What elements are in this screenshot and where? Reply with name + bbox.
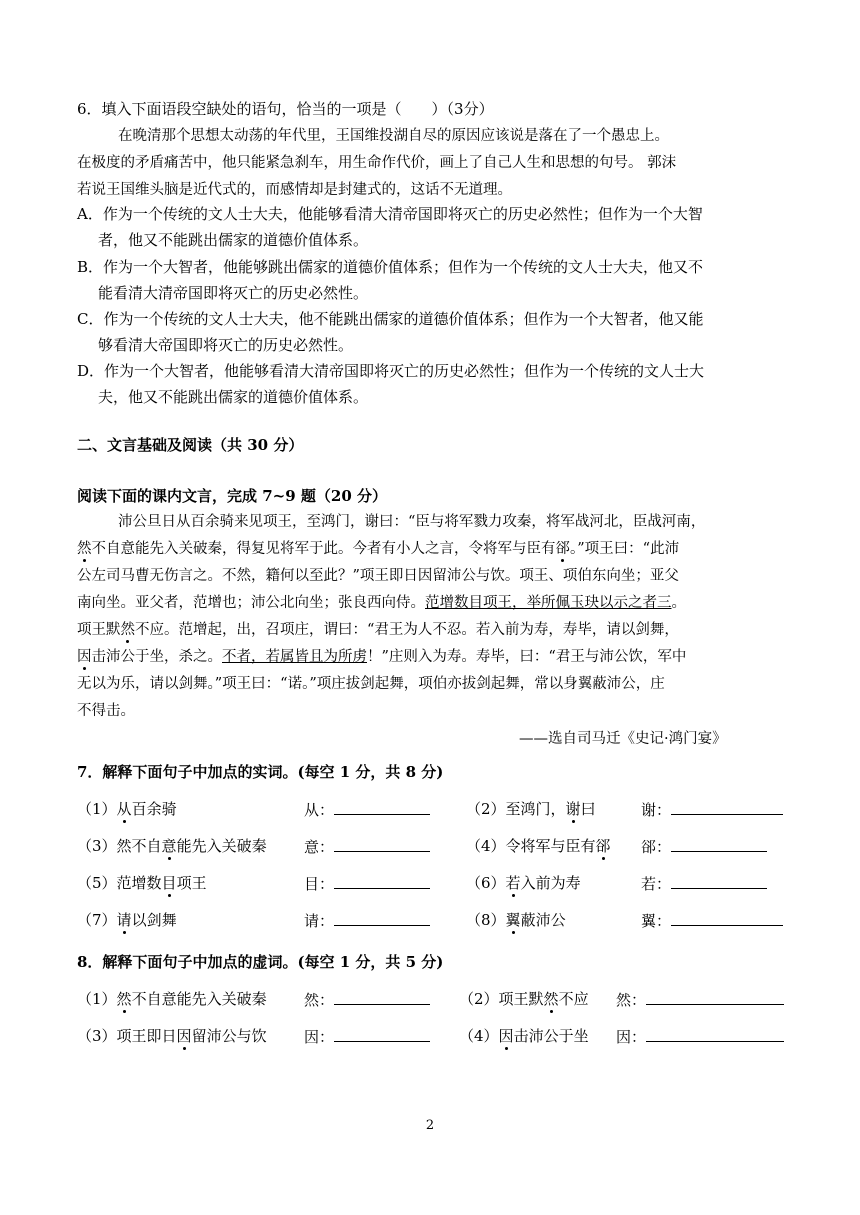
- q8-item-4: （4）因击沛公于坐: [459, 1027, 589, 1045]
- answer-blank[interactable]: [646, 989, 784, 1005]
- q8-answer-1: 然：: [304, 989, 430, 1010]
- q7-item-1: （1）从百余骑: [77, 800, 177, 818]
- q7-answer-6: 若：: [641, 873, 767, 894]
- passage-line: 因击沛公于坐，杀之。不者，若属皆且为所虏！”庄则入为寿。寿毕，曰：“君王与沛公饮，军中: [77, 649, 687, 665]
- q8-answer-4: 因：: [616, 1026, 784, 1047]
- dotted-char: 郤: [555, 541, 570, 557]
- q7-answer-2: 谢：: [641, 799, 783, 820]
- q7-answer-1: 从：: [304, 799, 430, 820]
- dotted-char: 然: [77, 541, 92, 557]
- q6-option-a-cont: 者，他又不能跳出儒家的道德价值体系。: [98, 231, 369, 249]
- q6-passage-line: 在晚清那个思想太动荡的年代里，王国维投湖自尽的原因应该说是落在了一个愚忠上。: [118, 128, 669, 144]
- q7-item-6: （6）若入前为寿: [466, 874, 581, 892]
- q7-answer-3: 意：: [304, 836, 430, 857]
- answer-blank[interactable]: [671, 910, 783, 926]
- dotted-char: 然: [120, 622, 135, 638]
- underlined-sentence: 范增数目项王，举所佩玉玦以示之者三: [425, 595, 672, 611]
- q7-item-7: （7）请以剑舞: [77, 911, 177, 929]
- answer-blank[interactable]: [671, 836, 767, 852]
- section-title: 二、文言基础及阅读（共 30 分）: [77, 436, 304, 454]
- q6-passage-line: 在极度的矛盾痛苦中，他只能紧急刹车，用生命作代价，画上了自己人生和思想的句号。 郭沫: [77, 155, 677, 171]
- answer-blank[interactable]: [334, 910, 430, 926]
- answer-blank[interactable]: [334, 989, 430, 1005]
- q8-title: 8．解释下面句子中加点的虚词。(每空 1 分，共 5 分): [77, 953, 444, 971]
- passage-line: 项王默然不应。范增起，出，召项庄，谓曰：“君王为人不忍。若入前为寿，寿毕，请以剑舞，: [77, 622, 679, 638]
- passage-line: 然不自意能先入关破秦，得复见将军于此。今者有小人之言，令将军与臣有郤。”项王曰：“此沛: [77, 541, 680, 557]
- passage-line: 不得击。: [77, 703, 135, 719]
- q6-option-a: A．作为一个传统的文人士大夫，他能够看清大清帝国即将灭亡的历史必然性；但作为一个大智: [77, 205, 703, 223]
- q7-title: 7．解释下面句子中加点的实词。(每空 1 分，共 8 分): [77, 763, 444, 781]
- underlined-sentence: 不者，若属皆且为所虏: [222, 649, 367, 665]
- passage-source: ——选自司马迁《史记·鸿门宴》: [519, 731, 727, 747]
- q7-answer-5: 目：: [304, 873, 430, 894]
- answer-blank[interactable]: [334, 1026, 430, 1042]
- answer-blank[interactable]: [334, 836, 430, 852]
- q6-stem: 6．填入下面语段空缺处的语句，恰当的一项是（ ）（3分）: [77, 100, 494, 118]
- q6-option-d: D．作为一个大智者，他能够看清大清帝国即将灭亡的历史必然性；但作为一个传统的文人士大: [77, 362, 705, 380]
- passage-line: 公左司马曹无伤言之。不然，籍何以至此？”项王即日因留沛公与饮。项王、项伯东向坐；亚父: [77, 568, 679, 584]
- q8-item-3: （3）项王即日因留沛公与饮: [77, 1027, 267, 1045]
- q6-passage-line: 若说王国维头脑是近代式的，而感情却是封建式的，这话不无道理。: [77, 182, 512, 198]
- q6-option-b-cont: 能看清大清帝国即将灭亡的历史必然性。: [98, 284, 369, 302]
- q7-answer-7: 请：: [304, 910, 430, 931]
- q7-item-3: （3）然不自意能先入关破秦: [77, 837, 267, 855]
- passage-line: 南向坐。亚父者，范增也；沛公北向坐；张良西向侍。范增数目项王，举所佩玉玦以示之者三。: [77, 595, 686, 611]
- passage-line: 沛公旦日从百余骑来见项王，至鸿门，谢曰：“臣与将军戮力攻秦，将军战河北，臣战河南，: [118, 514, 706, 530]
- passage-line: 无以为乐，请以剑舞。”项王曰：“诺。”项庄拔剑起舞，项伯亦拔剑起舞，常以身翼蔽沛公，庄: [77, 676, 665, 692]
- q6-option-c: C．作为一个传统的文人士大夫，他不能跳出儒家的道德价值体系；但作为一个大智者，他又能: [77, 310, 704, 328]
- answer-blank[interactable]: [671, 799, 783, 815]
- q8-answer-2: 然：: [616, 989, 784, 1010]
- answer-blank[interactable]: [334, 873, 430, 889]
- dotted-char: 因: [77, 649, 92, 665]
- q7-item-5: （5）范增数目项王: [77, 874, 207, 892]
- q6-option-c-cont: 够看清大帝国即将灭亡的历史必然性。: [98, 336, 354, 354]
- q8-item-1: （1）然不自意能先入关破秦: [77, 990, 267, 1008]
- reading-instruction: 阅读下面的课内文言，完成 7~9 题（20 分）: [77, 487, 387, 505]
- q7-answer-4: 郤：: [641, 836, 767, 857]
- q7-item-2: （2）至鸿门，谢曰: [466, 800, 596, 818]
- q8-item-2: （2）项王默然不应: [459, 990, 589, 1008]
- answer-blank[interactable]: [671, 873, 767, 889]
- q8-answer-3: 因：: [304, 1026, 430, 1047]
- q7-answer-8: 翼：: [641, 910, 783, 931]
- answer-blank[interactable]: [646, 1026, 784, 1042]
- page-number: 2: [425, 1118, 435, 1133]
- q7-item-4: （4）令将军与臣有郤: [466, 837, 611, 855]
- q6-option-d-cont: 夫，他又不能跳出儒家的道德价值体系。: [98, 388, 369, 406]
- answer-blank[interactable]: [334, 799, 430, 815]
- q7-item-8: （8）翼蔽沛公: [466, 911, 566, 929]
- q6-option-b: B．作为一个大智者，他能够跳出儒家的道德价值体系；但作为一个传统的文人士大夫，他又不: [77, 258, 704, 276]
